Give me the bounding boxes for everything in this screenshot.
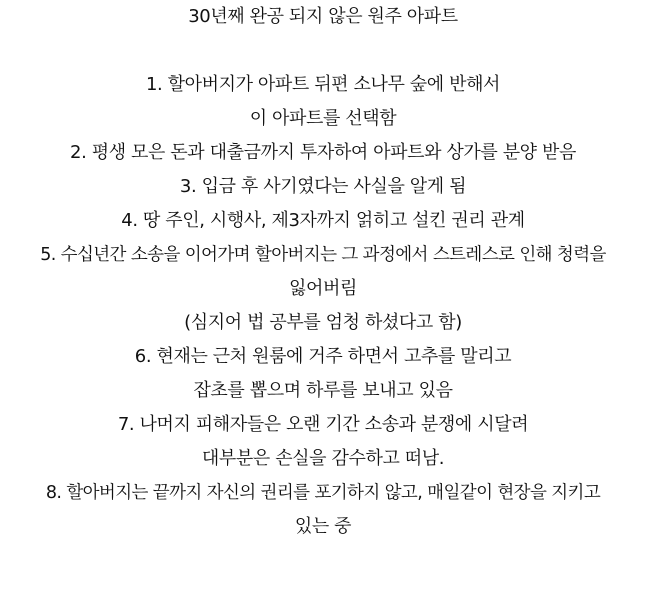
text-line: 있는 중 xyxy=(294,516,352,537)
text-line: 8. 할아버지는 끝까지 자신의 권리를 포기하지 않고, 매일같이 현장을 지키고 xyxy=(45,483,601,503)
text-line: (심지어 법 공부를 엄청 하셨다고 함) xyxy=(184,312,462,333)
text-line: 대부분은 손실을 감수하고 떠남. xyxy=(201,448,445,469)
spacer xyxy=(0,34,646,68)
text-line: 6. 현재는 근처 원룸에 거주 하면서 고추를 말리고 xyxy=(134,346,512,367)
text-line: 1. 할아버지가 아파트 뒤편 소나무 숲에 반해서 xyxy=(145,74,501,95)
text-line: 2. 평생 모은 돈과 대출금까지 투자하여 아파트와 상가를 분양 받음 xyxy=(70,142,576,163)
document-title: 30년째 완공 되지 않은 원주 아파트 xyxy=(188,6,458,27)
text-line: 3. 입금 후 사기였다는 사실을 알게 됨 xyxy=(179,176,467,197)
text-line: 잡초를 뽑으며 하루를 보내고 있음 xyxy=(193,380,453,401)
text-line: 4. 땅 주인, 시행사, 제3자까지 얽히고 설킨 권리 관계 xyxy=(121,210,525,231)
text-line: 7. 나머지 피해자들은 오랜 기간 소송과 분쟁에 시달려 xyxy=(117,414,529,435)
text-line: 5. 수십년간 소송을 이어가며 할아버지는 그 과정에서 스트레스로 인해 청력을 xyxy=(40,245,606,265)
text-line: 잃어버림 xyxy=(289,278,357,299)
text-line: 이 아파트를 선택함 xyxy=(249,108,397,129)
